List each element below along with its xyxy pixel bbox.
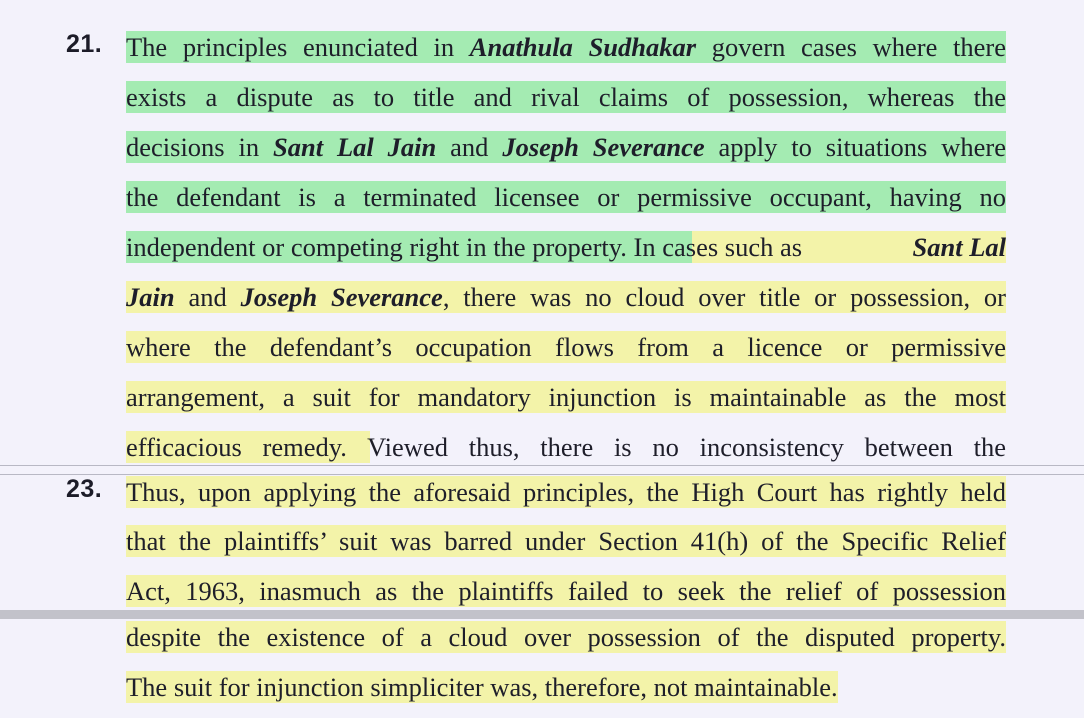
case-name-sant-lal-jain: Sant Lal Jain [273, 132, 437, 162]
para21-line-3 [126, 131, 1006, 163]
para21-line-7: where the defendant’s occupation flows from a licence or permissive [126, 332, 1006, 362]
para23-line-4: despite the existence of a cloud over possession of the disputed property. [126, 622, 1006, 652]
para23-line-2: that the plaintiffs’ suit was barred under Section 41(h) of the Specific Relief [126, 526, 1006, 556]
text: The principles enunciated in [126, 32, 470, 62]
case-name-anathula-sudhakar: Anathula Sudhakar [469, 32, 697, 62]
para21-line-6 [126, 281, 1006, 313]
text: and [436, 132, 503, 162]
yellow-highlight-text: efficacious remedy. [126, 432, 347, 462]
para23-line-1: Thus, upon applying the aforesaid principles, the High Court has rightly held [126, 477, 1006, 507]
yellow-highlight-text: In cases such as [626, 232, 803, 262]
text: Viewed thus, there is no inconsistency between the [346, 432, 1007, 462]
paragraph-number-21: 21. [66, 30, 103, 58]
page-divider [0, 474, 1084, 475]
para23-line-5 [126, 671, 910, 703]
paragraph-number-23: 23. [66, 475, 103, 503]
case-name-jain: Jain [126, 282, 175, 312]
case-name-sant-lal: Sant Lal [912, 232, 1006, 262]
para21-line-2: exists a dispute as to title and rival claims of possession, whereas the [126, 82, 1006, 112]
para23-line-3: Act, 1963, inasmuch as the plaintiffs failed to seek the relief of possession [126, 576, 1006, 606]
para21-line-1 [126, 31, 1006, 63]
case-name-joseph-severance: Joseph Severance [502, 132, 705, 162]
para21-line-5 [126, 231, 1006, 263]
para21-line-4: the defendant is a terminated licensee or permissive occupant, having no [126, 182, 1006, 212]
page-break-bar [0, 610, 1084, 619]
text: govern cases where there [696, 32, 1006, 62]
text: apply to situations where [704, 132, 1006, 162]
text: decisions in [126, 132, 274, 162]
para21-line-9 [126, 431, 1006, 463]
yellow-highlight-text: The suit for injunction simpliciter was, therefore, not maintainable. [126, 672, 838, 702]
text: and [174, 282, 241, 312]
text: , there was no cloud over title or possession, or [442, 282, 1007, 312]
page-divider [0, 465, 1084, 466]
green-highlight-text: independent or competing right in the property. [126, 232, 627, 262]
case-name-joseph-severance: Joseph Severance [240, 282, 443, 312]
para21-line-8: arrangement, a suit for mandatory injunction is maintainable as the most [126, 382, 1006, 412]
